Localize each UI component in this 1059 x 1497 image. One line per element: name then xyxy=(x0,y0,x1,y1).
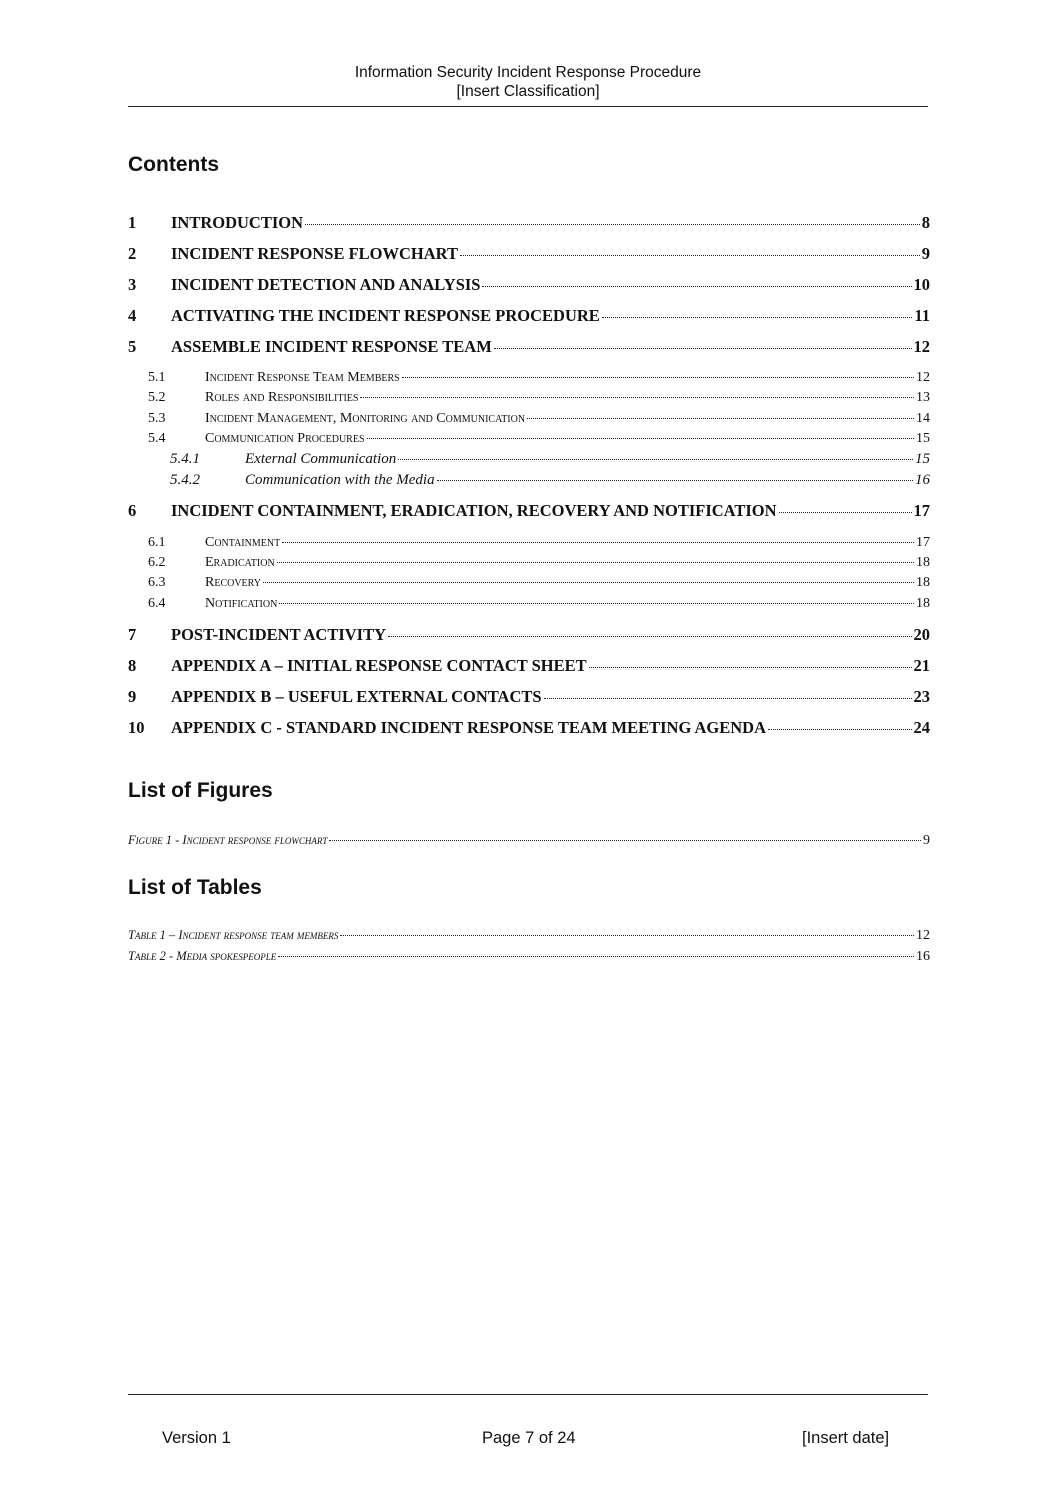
toc-subentry[interactable] xyxy=(128,431,930,447)
toc-entry[interactable] xyxy=(128,687,930,707)
dot-leader xyxy=(402,377,914,378)
toc-entry-page: 12 xyxy=(913,337,930,356)
toc-subentry[interactable] xyxy=(128,390,930,406)
table-entry-title: Table 1 – Incident response team members xyxy=(128,928,339,942)
toc-entry-title: APPENDIX A – INITIAL RESPONSE CONTACT SHEET xyxy=(171,656,587,675)
toc-entry-page: 24 xyxy=(913,718,930,737)
table-entry-title: Table 2 - Media spokespeople xyxy=(128,949,277,963)
figures-heading: List of Figures xyxy=(128,779,273,802)
toc-entry-number: 1 xyxy=(128,213,137,232)
toc-subentry[interactable] xyxy=(128,575,930,591)
toc-entry-number: 5.3 xyxy=(148,411,166,426)
toc-entry-title: Communication Procedures xyxy=(205,431,365,446)
toc-subsubentry[interactable] xyxy=(128,451,930,468)
document-title: Information Security Incident Response Procedure xyxy=(354,64,702,81)
tables-heading: List of Tables xyxy=(128,876,262,899)
footer-divider xyxy=(128,1394,928,1395)
toc-entry-page: 15 xyxy=(916,431,930,446)
toc-entry-title: INCIDENT RESPONSE FLOWCHART xyxy=(171,244,459,263)
table-entry-page: 16 xyxy=(916,949,930,964)
toc-entry-page: 10 xyxy=(913,275,930,294)
toc-entry-title: POST-INCIDENT ACTIVITY xyxy=(171,625,387,644)
footer-date: [Insert date] xyxy=(802,1429,890,1447)
toc-entry-page: 18 xyxy=(916,555,930,570)
toc-subsubentry[interactable] xyxy=(128,472,930,489)
toc-entry-number: 8 xyxy=(128,656,137,675)
toc-entry-title: INTRODUCTION xyxy=(171,213,304,232)
footer-version: Version 1 xyxy=(162,1429,231,1447)
toc-entry[interactable] xyxy=(128,244,930,264)
toc-entry-title: Containment xyxy=(205,535,281,550)
toc-entry-number: 6.1 xyxy=(148,535,166,550)
toc-entry-number: 6.3 xyxy=(148,575,166,590)
toc-entry-title: External Communication xyxy=(245,451,397,467)
toc-entry-title: ACTIVATING THE INCIDENT RESPONSE PROCEDURE xyxy=(171,306,600,325)
toc-entry-page: 18 xyxy=(916,575,930,590)
toc-entry-page: 20 xyxy=(913,625,930,644)
dot-leader xyxy=(460,255,920,256)
dot-leader xyxy=(768,729,912,730)
dot-leader xyxy=(779,512,912,513)
dot-leader xyxy=(305,224,920,225)
toc-entry[interactable] xyxy=(128,275,930,295)
toc-entry-page: 14 xyxy=(916,411,930,426)
toc-entry-title: INCIDENT CONTAINMENT, ERADICATION, RECOVERY AND NOTIFICATION xyxy=(171,501,777,520)
page-header xyxy=(128,63,928,101)
dot-leader xyxy=(279,603,914,604)
toc-entry-number: 5.4.1 xyxy=(170,451,200,467)
dot-leader xyxy=(437,480,913,481)
dot-leader xyxy=(398,459,913,460)
dot-leader xyxy=(388,636,911,637)
contents-heading: Contents xyxy=(128,153,219,176)
toc-entry-title: Incident Response Team Members xyxy=(205,370,400,385)
dot-leader xyxy=(367,438,914,439)
toc-entry-page: 17 xyxy=(916,535,930,550)
header-divider xyxy=(128,106,928,107)
toc-entry-page: 9 xyxy=(921,244,930,263)
dot-leader xyxy=(277,562,914,563)
toc-entry[interactable] xyxy=(128,656,930,676)
toc-entry-number: 10 xyxy=(128,718,145,737)
toc-entry-page: 21 xyxy=(913,656,930,675)
toc-subentry[interactable] xyxy=(128,370,930,386)
toc-entry-title: INCIDENT DETECTION AND ANALYSIS xyxy=(171,275,481,294)
dot-leader xyxy=(544,698,912,699)
toc-entry-title: ASSEMBLE INCIDENT RESPONSE TEAM xyxy=(171,337,492,356)
table-entry[interactable] xyxy=(128,928,930,944)
toc-entry-page: 8 xyxy=(921,213,930,232)
dot-leader xyxy=(329,840,921,841)
toc-entry-title: Notification xyxy=(205,596,278,611)
toc-entry-page: 23 xyxy=(913,687,930,706)
toc-entry-number: 2 xyxy=(128,244,137,263)
toc-subentry[interactable] xyxy=(128,596,930,612)
dot-leader xyxy=(589,667,912,668)
dot-leader xyxy=(602,317,913,318)
toc-entry-number: 4 xyxy=(128,306,137,325)
toc-entry-page: 16 xyxy=(915,472,930,488)
dot-leader xyxy=(360,397,914,398)
table-entry-page: 12 xyxy=(916,928,930,943)
document-classification: [Insert Classification] xyxy=(456,83,600,100)
toc-entry-number: 7 xyxy=(128,625,137,644)
toc-subentry[interactable] xyxy=(128,535,930,551)
toc-entry-number: 5 xyxy=(128,337,137,356)
toc-entry-number: 6.2 xyxy=(148,555,166,570)
figure-entry[interactable] xyxy=(128,833,930,849)
toc-entry-number: 3 xyxy=(128,275,137,294)
toc-subentry[interactable] xyxy=(128,555,930,571)
toc-entry-number: 5.2 xyxy=(148,390,166,405)
toc-entry-page: 17 xyxy=(913,501,930,520)
toc-entry-title: Communication with the Media xyxy=(245,472,435,488)
toc-entry-number: 5.4 xyxy=(148,431,166,446)
dot-leader xyxy=(482,286,911,287)
dot-leader xyxy=(263,582,914,583)
toc-entry-number: 5.4.2 xyxy=(170,472,200,488)
toc-entry-page: 15 xyxy=(915,451,930,467)
toc-entry-title: Roles and Responsibilities xyxy=(205,390,359,405)
figure-entry-page: 9 xyxy=(923,833,930,848)
toc-entry[interactable] xyxy=(128,213,930,233)
toc-entry-page: 11 xyxy=(914,306,930,325)
toc-entry[interactable] xyxy=(128,625,930,645)
toc-entry[interactable] xyxy=(128,718,930,738)
toc-entry-number: 6 xyxy=(128,501,137,520)
dot-leader xyxy=(282,542,914,543)
toc-entry-page: 18 xyxy=(916,596,930,611)
dot-leader xyxy=(494,348,912,349)
toc-entry[interactable] xyxy=(128,501,930,521)
toc-entry-page: 12 xyxy=(916,370,930,385)
figure-entry-title: Figure 1 - Incident response flowchart xyxy=(128,833,328,847)
dot-leader xyxy=(278,956,914,957)
dot-leader xyxy=(527,418,914,419)
toc-entry-number: 9 xyxy=(128,687,137,706)
toc-entry-number: 6.4 xyxy=(148,596,166,611)
toc-entry-title: Eradication xyxy=(205,555,275,570)
toc-entry-number: 5.1 xyxy=(148,370,166,385)
toc-entry-title: APPENDIX C - STANDARD INCIDENT RESPONSE TEAM MEETING AGENDA xyxy=(171,718,766,737)
dot-leader xyxy=(340,935,914,936)
toc-entry[interactable] xyxy=(128,337,930,357)
toc-entry-title: APPENDIX B – USEFUL EXTERNAL CONTACTS xyxy=(171,687,542,706)
toc-entry-title: Incident Management, Monitoring and Communication xyxy=(205,411,526,426)
toc-entry[interactable] xyxy=(128,306,930,326)
footer-page-number: Page 7 of 24 xyxy=(482,1429,576,1447)
toc-subentry[interactable] xyxy=(128,411,930,427)
toc-entry-page: 13 xyxy=(916,390,930,405)
table-entry[interactable] xyxy=(128,949,930,965)
toc-entry-title: Recovery xyxy=(205,575,262,590)
